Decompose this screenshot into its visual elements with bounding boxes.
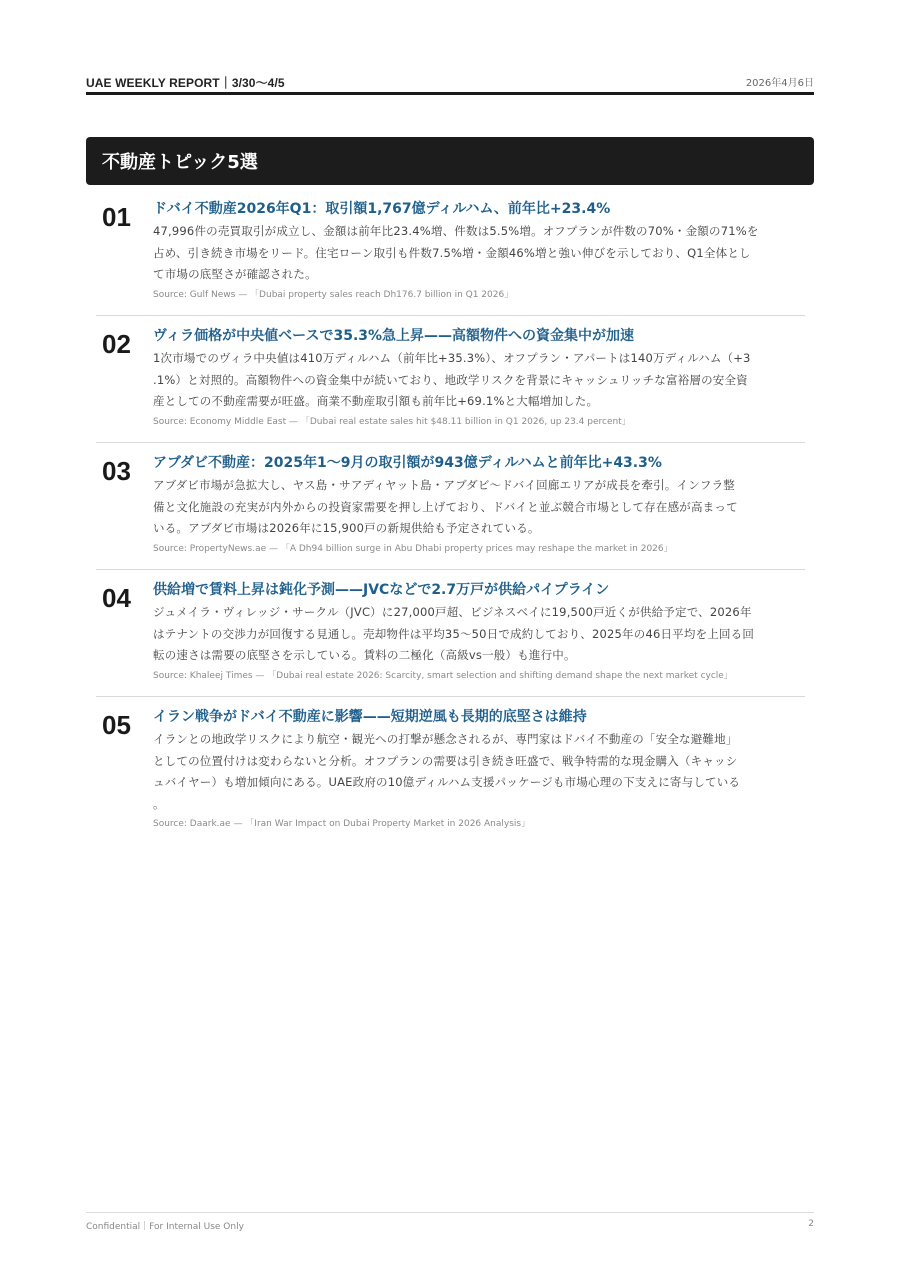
topic-text-line: アブダビ市場が急拡大し、ヤス島・サアディヤット島・アブダビ〜ドバイ回廊エリアが成長を牽引。インフラ整: [153, 478, 736, 492]
topic-text: [153, 729, 804, 815]
topic-text-line: て市場の底堅さが確認された。: [153, 267, 317, 281]
topic-text-line: 備と文化施設の充実が内外からの投資家需要を押し上げており、ドバイと並ぶ競合市場として存在感が高まって: [153, 499, 738, 514]
topic-divider: [96, 569, 805, 570]
topic-text: [153, 475, 804, 540]
topic-text-line: 転の速さは需要の底堅さを示している。賃料の二極化（高級vs一般）も進行中。: [153, 648, 576, 662]
page-number: 2: [808, 1219, 814, 1229]
report-title: UAE WEEKLY REPORT｜3/30〜4/5: [86, 76, 285, 90]
topic-text: [153, 348, 804, 413]
topic-divider: [96, 696, 805, 697]
topic-source: Source: Gulf News — 「Dubai property sales reach Dh176.7 billion in Q1 2026」: [153, 289, 514, 300]
topic-text-line: .1%）と対照的。高額物件への資金集中が続いており、地政学リスクを背景にキャッシュリッチな富裕層の安全資: [153, 372, 748, 387]
topic-body: [153, 581, 804, 683]
section-title: 不動産トピック5選: [102, 152, 258, 173]
topic-text-line: 。: [153, 796, 165, 811]
topic-title: ヴィラ価格が中央値ベースで35.3%急上昇——高額物件への資金集中が加速: [153, 328, 635, 344]
report-date: 2026年4月6日: [745, 78, 814, 89]
topic-body: [153, 454, 804, 556]
topic-text-line: ュバイヤー）も増加傾向にある。UAE政府の10億ディルハム支援パッケージも市場心理の下支えに寄与している: [153, 775, 741, 789]
topic-source: Source: Economy Middle East — 「Dubai real estate sales hit $48.11 billion in Q1 2026, up 23.4 percent」: [153, 416, 631, 427]
topic-source: Source: Daark.ae — 「Iran War Impact on Dubai Property Market in 2026 Analysis」: [153, 819, 531, 829]
topic-text-line: いる。アブダビ市場は2026年に15,900戸の新規供給も予定されている。: [153, 521, 540, 535]
topic-source: Source: Khaleej Times — 「Dubai real estate 2026: Scarcity, smart selection and shifting demand shape the next market cycle」: [153, 670, 733, 681]
topic-text-line: はテナントの交渉力が回復する見通し。売却物件は平均35〜50日で成約しており、2025年の46日平均を上回る回: [153, 626, 755, 641]
confidential-notice: Confidential｜For Internal Use Only: [86, 1222, 244, 1232]
topic-body: [153, 200, 804, 302]
footer-divider: [86, 1212, 814, 1213]
topic-title: ドバイ不動産2026年Q1：取引額1,767億ディルハム、前年比+23.4%: [153, 201, 611, 217]
topic-text-line: 産としての不動産需要が旺盛。商業不動産取引額も前年比+69.1%と大幅増加した。: [153, 394, 599, 408]
topic-title: イラン戦争がドバイ不動産に影響——短期逆風も長期的底堅さは維持: [153, 709, 587, 725]
topic-body: [153, 708, 804, 831]
topic-body: [153, 327, 804, 429]
topic-source: Source: PropertyNews.ae — 「A Dh94 billion surge in Abu Dhabi property prices may reshape the market in 2026」: [153, 543, 673, 554]
topic-number: 03: [102, 456, 131, 486]
topic-number: 02: [102, 329, 131, 359]
topic-text-line: ジュメイラ・ヴィレッジ・サークル（JVC）に27,000戸超、ビジネスベイに19,500戸近くが供給予定で、2026年: [153, 605, 752, 619]
topic-text: [153, 221, 804, 286]
topic-text: [153, 602, 804, 667]
topic-title: 供給増で賃料上昇は鈍化予測——JVCなどで2.7万戸が供給パイプライン: [153, 582, 610, 598]
topic-title: アブダビ不動産：2025年1〜9月の取引額が943億ディルハムと前年比+43.3%: [153, 455, 662, 471]
header-divider: [86, 92, 814, 95]
topic-text-line: イランとの地政学リスクにより航空・観光への打撃が懸念されるが、専門家はドバイ不動産の「安全な避難地」: [153, 732, 738, 746]
topic-text-line: 占め、引き続き市場をリード。住宅ローン取引も件数7.5%増・金額46%増と強い伸びを示しており、Q1全体とし: [153, 245, 751, 260]
topic-number: 04: [102, 583, 131, 613]
topic-text-line: 1次市場でのヴィラ中央値は410万ディルハム（前年比+35.3%）、オフプラン・アパートは140万ディルハム（+3: [153, 351, 751, 365]
topic-text-line: 47,996件の売買取引が成立し、金額は前年比23.4%増、件数は5.5%増。オフプランが件数の70%・金額の71%を: [153, 224, 759, 238]
topic-divider: [96, 315, 805, 316]
topic-text-line: としての位置付けは変わらないと分析。オフプランの需要は引き続き旺盛で、戦争特需的な現金購入（キャッシ: [153, 753, 738, 768]
topic-divider: [96, 442, 805, 443]
section-header-bar: [86, 137, 814, 185]
topic-number: 05: [102, 710, 131, 740]
topic-number: 01: [102, 202, 131, 232]
